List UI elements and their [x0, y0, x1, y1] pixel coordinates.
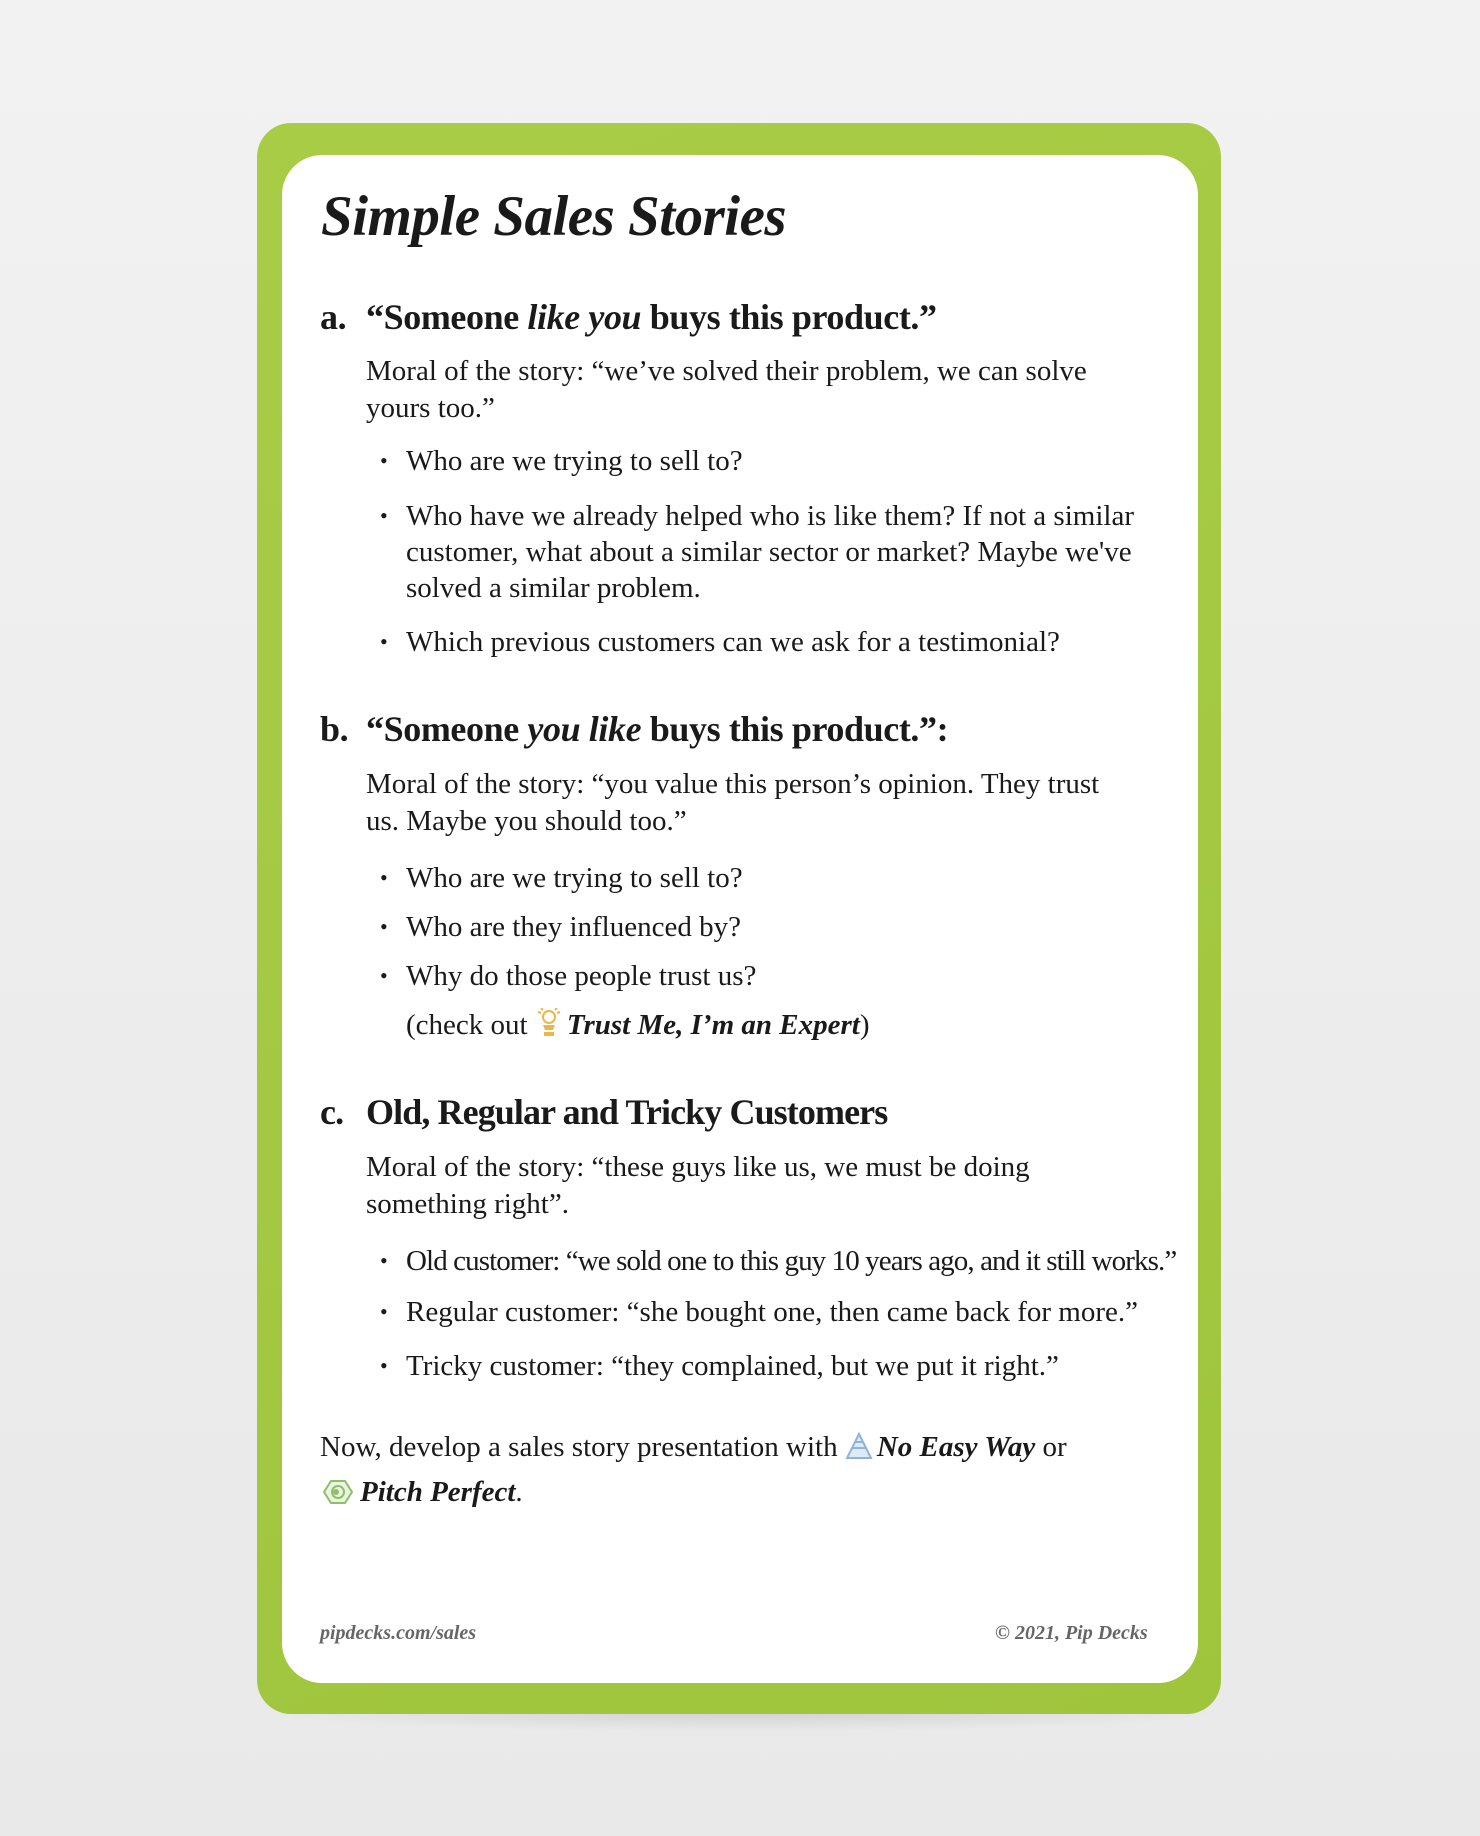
bullet-icon: • — [380, 914, 388, 939]
section-a-moral — [366, 353, 1156, 427]
section-c-heading — [320, 1091, 887, 1133]
list-item — [380, 958, 1180, 994]
section-b-heading-pre: “Someone — [366, 709, 528, 749]
card-title: Simple Sales Stories — [321, 185, 787, 248]
bullet-text: Who are they influenced by? — [406, 911, 741, 943]
closing-mid: or — [1035, 1431, 1067, 1463]
bullet-icon: • — [380, 963, 388, 988]
list-item — [380, 1348, 1180, 1384]
list-item — [380, 498, 1180, 606]
closing-post: . — [515, 1476, 523, 1508]
crossref-pre: (check out — [406, 1009, 535, 1041]
footer-url[interactable]: pipdecks.com/sales — [320, 1622, 477, 1644]
footer-copyright: © 2021, Pip Decks — [995, 1622, 1148, 1644]
bullet-text: Who are we trying to sell to? — [406, 862, 743, 894]
bullet-icon: • — [380, 865, 388, 890]
trophy-icon — [535, 1008, 563, 1047]
section-b-crossref — [406, 1007, 870, 1047]
bullet-icon: • — [380, 1248, 388, 1273]
list-item — [380, 909, 1180, 945]
section-b-moral-line2: us. Maybe you should too.” — [366, 805, 687, 837]
list-item — [380, 860, 1180, 896]
bullet-icon: • — [380, 1299, 388, 1324]
bullet-text: Regular customer: “she bought one, then came back for more.” — [406, 1296, 1138, 1328]
pyramid-icon — [845, 1429, 873, 1473]
section-b-heading-em: you like — [527, 709, 642, 749]
section-a-moral-line1: Moral of the story: “we’ve solved their problem, we can solve — [366, 355, 1087, 387]
bullet-icon: • — [380, 503, 388, 528]
trust-me-link[interactable]: Trust Me, I’m an Expert — [566, 1009, 860, 1041]
section-b-moral-line1: Moral of the story: “you value this person’s opinion. They trust — [366, 768, 1100, 800]
bullet-text: Who have we already helped who is like them? If not a similar customer, what about a similar sector or market? Maybe we've solved a similar problem. — [406, 500, 1134, 604]
target-icon — [320, 1474, 356, 1518]
pitch-perfect-link[interactable]: Pitch Perfect — [360, 1476, 516, 1508]
section-a-heading-pre: “Someone — [366, 297, 528, 337]
section-b-heading — [320, 708, 948, 750]
section-a-heading-post: buys this product.” — [641, 297, 937, 337]
list-item — [380, 443, 1180, 479]
bullet-icon: • — [380, 448, 388, 473]
closing-line-2 — [320, 1470, 523, 1518]
bullet-text: Why do those people trust us? — [406, 960, 757, 992]
section-c-moral-line2: something right”. — [366, 1188, 569, 1220]
section-c-moral-line1: Moral of the story: “these guys like us, we must be doing — [366, 1151, 1030, 1183]
list-item — [380, 1294, 1180, 1330]
bullet-text: Tricky customer: “they complained, but we put it right.” — [406, 1350, 1059, 1382]
section-a-heading — [320, 296, 937, 338]
section-c-moral — [366, 1149, 1156, 1223]
section-a-letter: a. — [320, 297, 347, 337]
list-item — [380, 1243, 1180, 1279]
bullet-icon: • — [380, 629, 388, 654]
section-b-heading-post: buys this product.”: — [641, 709, 949, 749]
list-item — [380, 624, 1180, 660]
section-a-moral-line2: yours too.” — [366, 392, 495, 424]
closing-pre: Now, develop a sales story presentation with — [320, 1431, 845, 1463]
closing-line-1 — [320, 1425, 1067, 1473]
section-c-letter: c. — [320, 1092, 344, 1132]
bullet-text: Which previous customers can we ask for a testimonial? — [406, 626, 1060, 658]
section-b-moral — [366, 766, 1156, 840]
section-c-heading-text: Old, Regular and Tricky Customers — [366, 1092, 888, 1132]
no-easy-way-link[interactable]: No Easy Way — [876, 1431, 1036, 1463]
crossref-post: ) — [859, 1009, 870, 1041]
section-b-letter: b. — [320, 709, 349, 749]
section-a-heading-em: like you — [527, 297, 642, 337]
bullet-text: Who are we trying to sell to? — [406, 445, 743, 477]
bullet-text: Old customer: “we sold one to this guy 10 years ago, and it still works.” — [406, 1245, 1177, 1277]
bullet-icon: • — [380, 1353, 388, 1378]
